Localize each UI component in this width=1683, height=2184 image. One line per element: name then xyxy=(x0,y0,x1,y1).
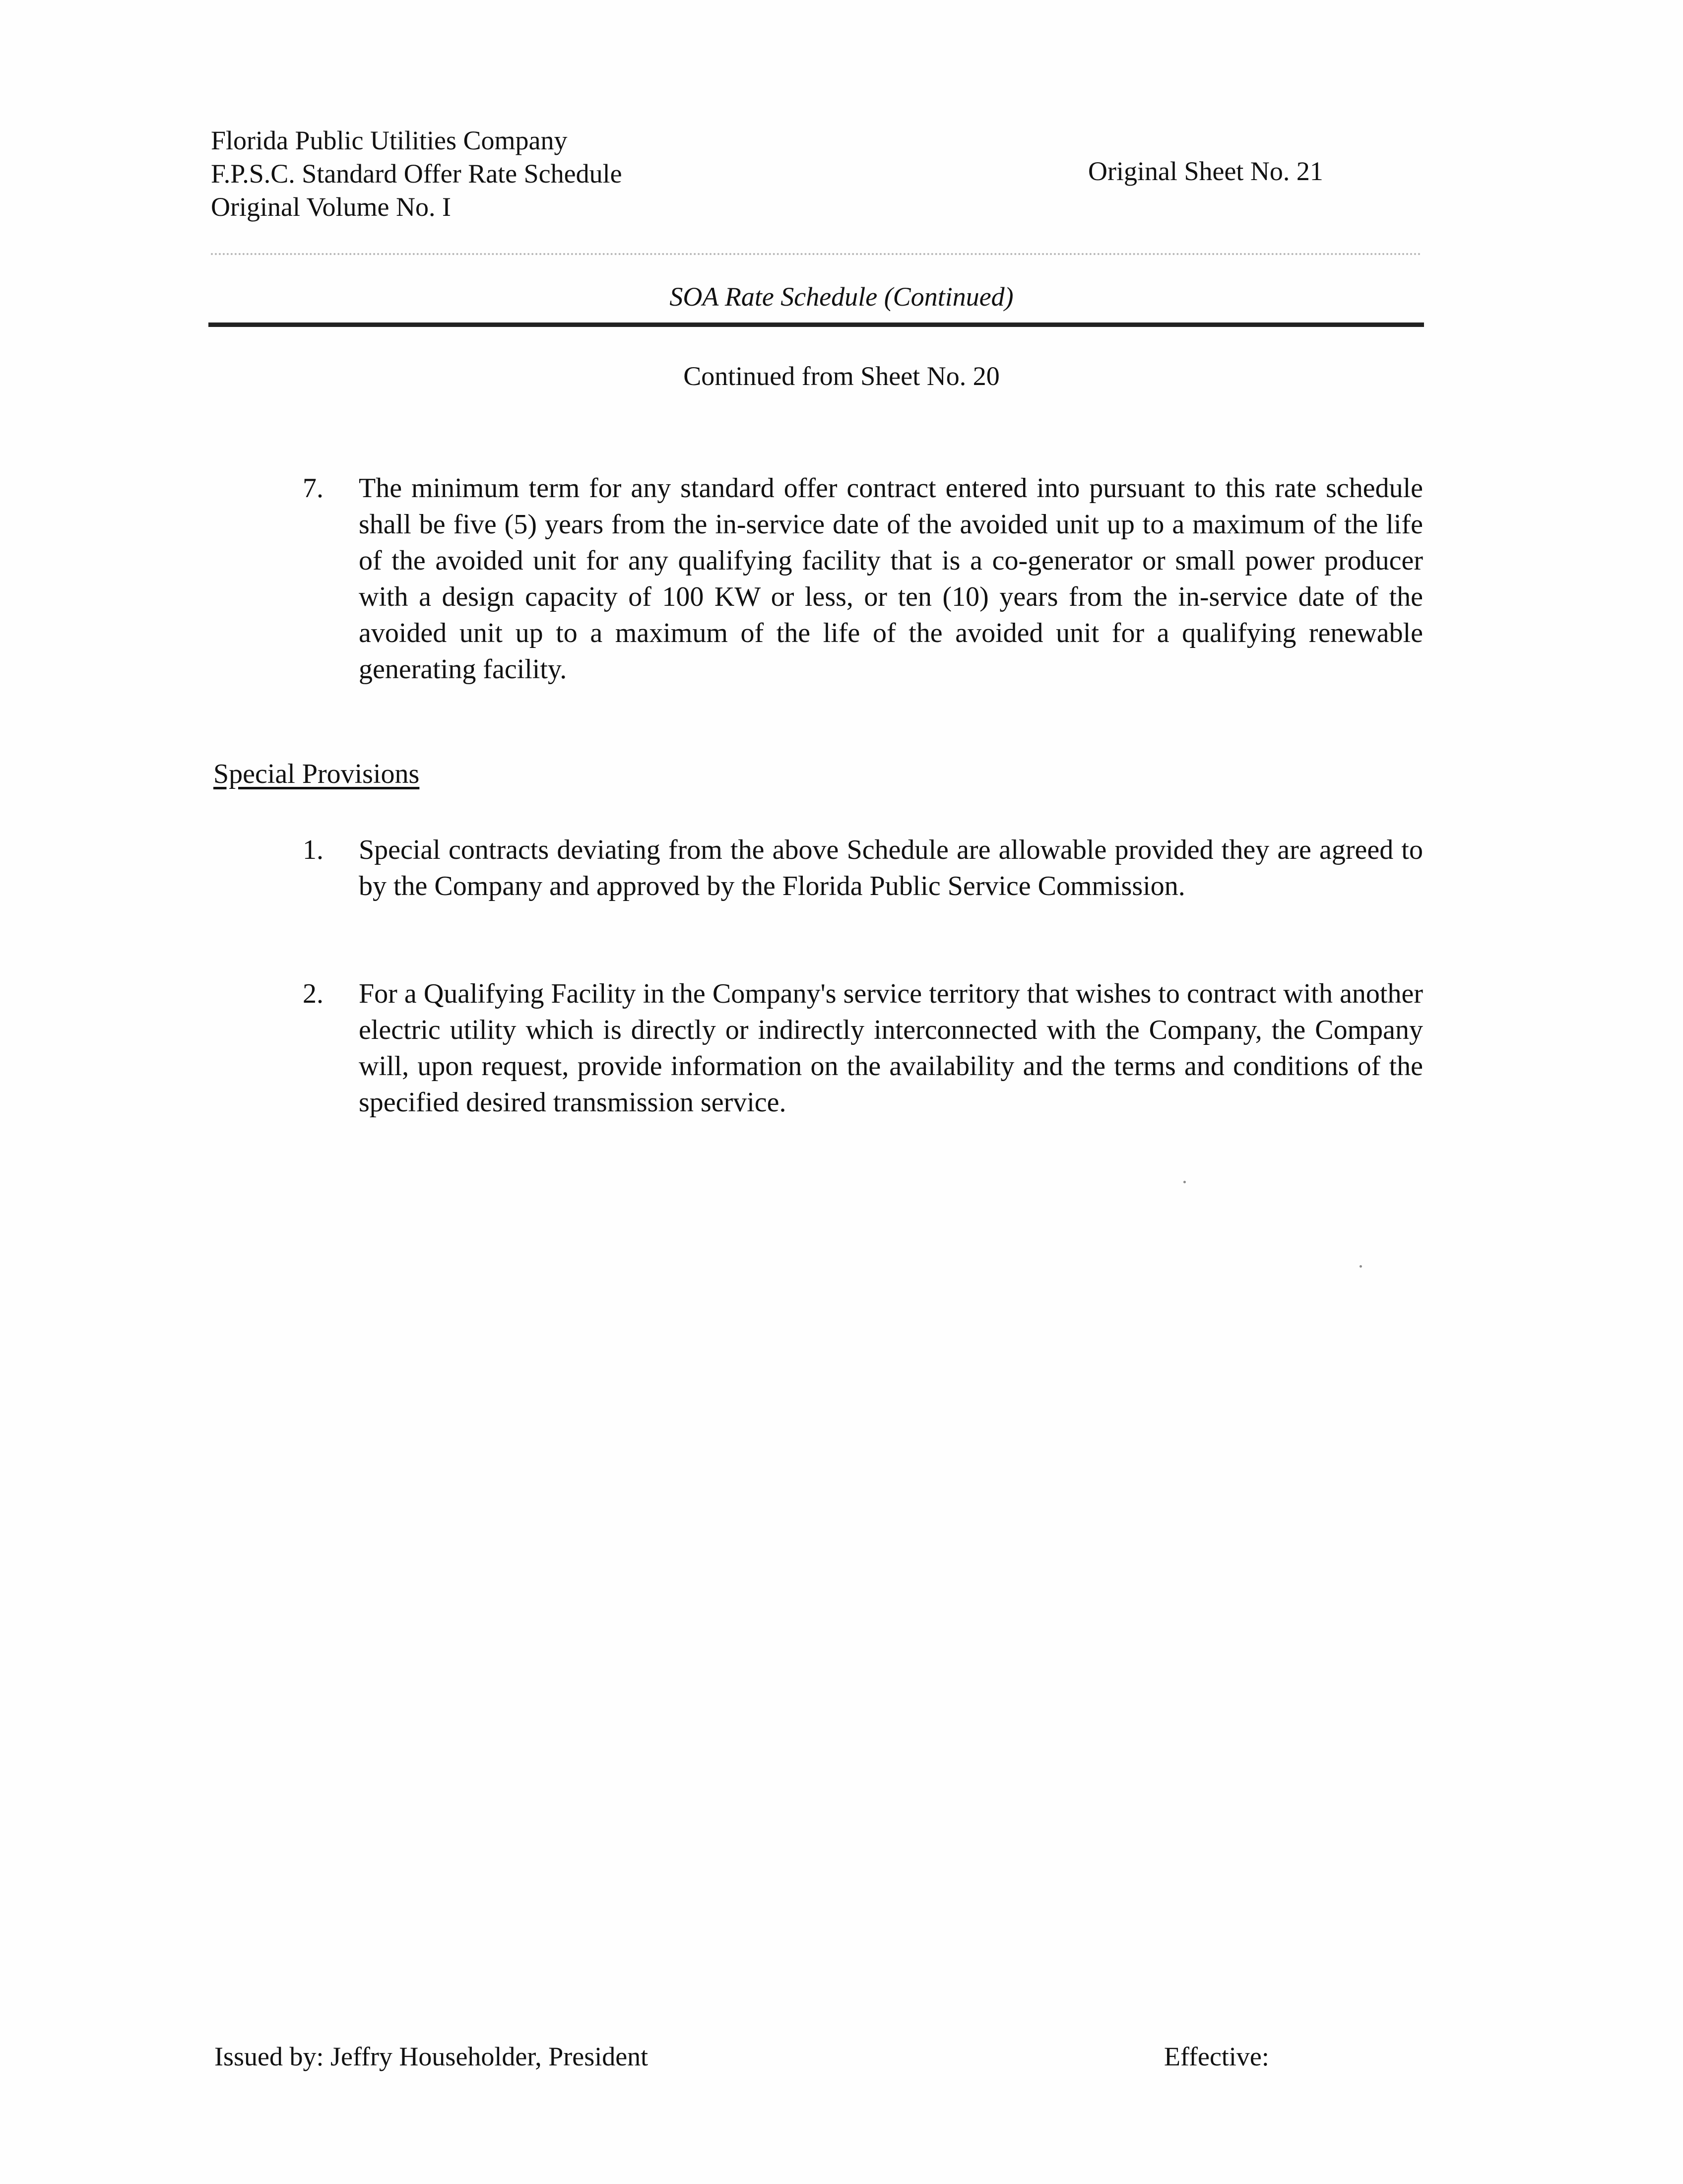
item-text: For a Qualifying Facility in the Company's service territory that wishes to contract with another electric utility which is directly or indirectly interconnected with the Company, the Company will, upon request, provide information on the availability and the terms and conditions of the specified desired transmission service. xyxy=(359,978,1423,1118)
scan-speck xyxy=(1183,1181,1186,1183)
continued-from-note: Continued from Sheet No. 20 xyxy=(683,361,1000,391)
header-left-block xyxy=(211,124,622,224)
item-number: 1. xyxy=(303,835,324,865)
item-text: The minimum term for any standard offer contract entered into pursuant to this rate schedule shall be five (5) years from the in-service date of the avoided unit up to a maximum of the life of the avoided unit for any qualifying facility that is a co-generator or small power producer with a design capacity of 100 KW or less, or ten (10) years from the in-service date of the avoided unit up to a maximum of the life of the avoided unit for a qualifying renewable generating facility. xyxy=(359,473,1423,685)
special-provisions-heading: Special Provisions xyxy=(213,759,420,789)
item-text: Special contracts deviating from the above Schedule are allowable provided they are agreed to by the Company and approved by the Florida Public Service Commission. xyxy=(359,835,1423,901)
header-divider xyxy=(211,253,1422,255)
scan-speck xyxy=(1359,1265,1362,1268)
issued-by: Issued by: Jeffry Householder, President xyxy=(214,2042,648,2071)
volume-number: Original Volume No. I xyxy=(211,192,451,222)
item-number: 2. xyxy=(303,978,324,1009)
title-rule xyxy=(208,322,1424,327)
effective-date-label: Effective: xyxy=(1164,2042,1269,2071)
company-name: Florida Public Utilities Company xyxy=(211,126,568,155)
list-item xyxy=(303,976,1424,1121)
rate-schedule-name: F.P.S.C. Standard Offer Rate Schedule xyxy=(211,159,622,189)
list-item xyxy=(303,470,1424,688)
sheet-number: Original Sheet No. 21 xyxy=(1088,156,1323,186)
list-item xyxy=(303,832,1424,904)
item-number: 7. xyxy=(303,473,324,504)
section-title: SOA Rate Schedule (Continued) xyxy=(669,282,1014,312)
